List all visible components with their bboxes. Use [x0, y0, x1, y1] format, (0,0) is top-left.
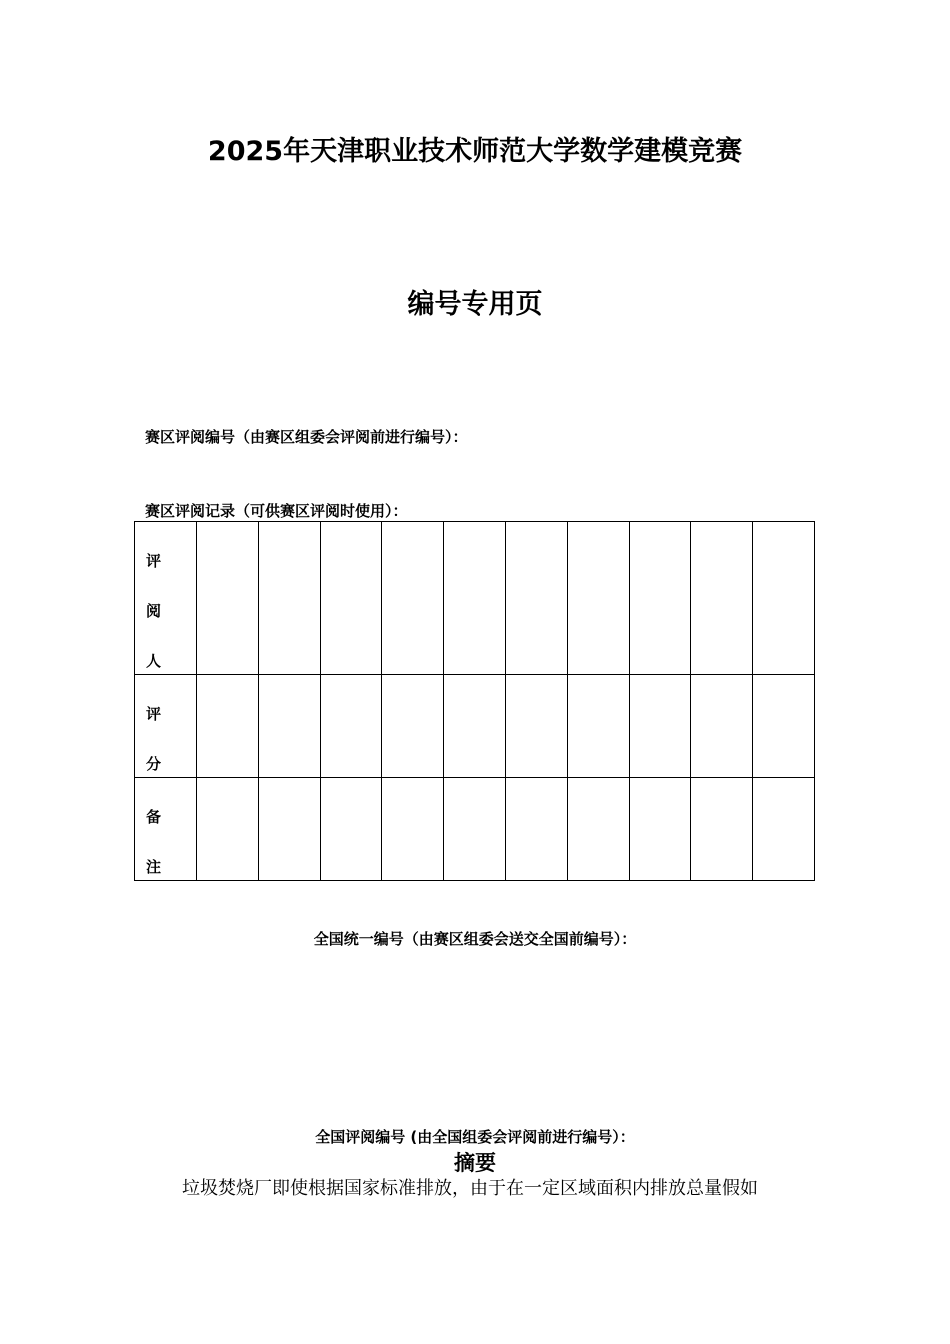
review-record-table — [134, 521, 815, 881]
national-unified-number-label: 全国统一编号（由赛区组委会送交全国前编号）： — [313, 930, 637, 948]
table-cell — [505, 522, 567, 675]
table-cell — [505, 675, 567, 778]
table-cell — [197, 522, 259, 675]
table-cell — [691, 675, 753, 778]
table-cell — [629, 522, 691, 675]
table-cell — [567, 522, 629, 675]
table-cell — [258, 675, 320, 778]
table-cell — [320, 522, 382, 675]
abstract-heading: 摘要 — [454, 1151, 496, 1175]
table-cell — [629, 778, 691, 881]
table-cell — [382, 778, 444, 881]
national-review-number-label: 全国评阅编号 (由全国组委会评阅前进行编号）： — [315, 1128, 635, 1146]
regional-review-record-label: 赛区评阅记录（可供赛区评阅时使用）： — [145, 502, 408, 520]
table-cell — [505, 778, 567, 881]
row-header-score — [135, 675, 197, 778]
table-cell — [753, 522, 815, 675]
row-header-char: 评 — [146, 705, 162, 723]
table-cell — [444, 778, 506, 881]
table-cell — [444, 675, 506, 778]
table-cell — [320, 778, 382, 881]
regional-review-number-label: 赛区评阅编号（由赛区组委会评阅前进行编号）： — [145, 428, 468, 446]
abstract-text: 垃圾焚烧厂即使根据国家标准排放，由于在一定区域面积内排放总量假如 — [182, 1178, 758, 1199]
table-cell — [691, 522, 753, 675]
row-header-notes — [135, 778, 197, 881]
document-title: 2025年天津职业技术师范大学数学建模竞赛 — [207, 136, 743, 167]
table-cell — [197, 675, 259, 778]
row-header-char: 阅 — [146, 602, 162, 620]
table-cell — [197, 778, 259, 881]
row-header-char: 人 — [146, 652, 162, 670]
table-cell — [691, 778, 753, 881]
row-header-reviewer — [135, 522, 197, 675]
table-cell — [444, 522, 506, 675]
row-header-char: 注 — [146, 858, 162, 876]
table-cell — [320, 675, 382, 778]
table-row-notes — [135, 778, 815, 881]
table-cell — [567, 778, 629, 881]
table-cell — [753, 778, 815, 881]
table-row-score — [135, 675, 815, 778]
table-row-reviewer — [135, 522, 815, 675]
row-header-char: 分 — [146, 755, 162, 773]
table-cell — [567, 675, 629, 778]
page-subtitle: 编号专用页 — [407, 289, 543, 320]
table-cell — [258, 522, 320, 675]
table-cell — [258, 778, 320, 881]
table-cell — [382, 675, 444, 778]
row-header-char: 评 — [146, 552, 162, 570]
table-cell — [629, 675, 691, 778]
row-header-char: 备 — [146, 808, 162, 826]
table-cell — [753, 675, 815, 778]
table-cell — [382, 522, 444, 675]
